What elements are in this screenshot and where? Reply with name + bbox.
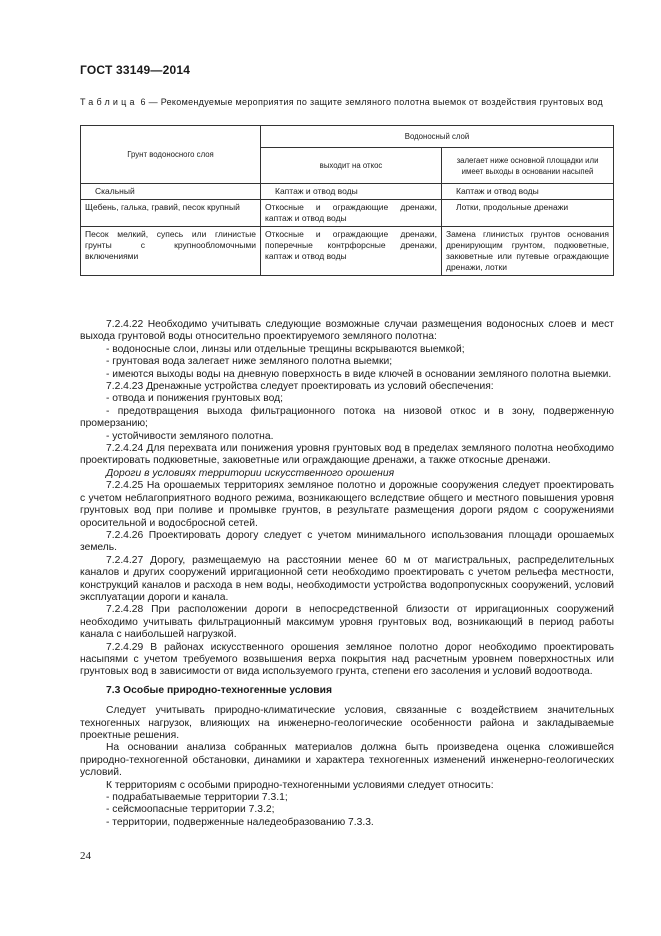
paragraph: 7.2.4.23 Дренажные устройства следует проектировать из условий обеспечения: bbox=[106, 381, 494, 393]
paragraph: 7.2.4.28 При расположении дороги в непосредственной близости от ирригационных сооружений необходимо учитывать фильтрационный максимум уровня грунтовых вод, возникающий в период работы канала с наибольшей нагрузкой. bbox=[80, 604, 614, 641]
table-cell: Каптаж и отвод воды bbox=[442, 184, 614, 200]
measures-table bbox=[80, 125, 614, 276]
paragraph: 7.2.4.22 Необходимо учитывать следующие возможные случаи размещения водоносных слоев и мест выхода грунтовой воды относительно проектируемого земляного полотна: bbox=[80, 319, 614, 343]
body-text bbox=[80, 319, 614, 829]
table-caption-text: 6 — Рекомендуемые мероприятия по защите земляного полотна выемок от воздействия грунтовых вод bbox=[140, 97, 603, 107]
col-header-soil: Грунт водоносного слоя bbox=[81, 126, 261, 184]
paragraph: - подрабатываемые территории 7.3.1; bbox=[106, 792, 288, 804]
paragraph: - имеются выходы воды на дневную поверхность в виде ключей в основании земляного полотна выемки. bbox=[106, 368, 612, 380]
paragraph: 7.2.4.26 Проектировать дорогу следует с учетом минимального использования площади орошаемых земель. bbox=[80, 529, 614, 554]
paragraph: 7.2.4.25 На орошаемых территориях земляное полотно и дорожные сооружения следует проектировать с учетом неблагоприятного водного режима, возникающего вследствие общего и местного повышения уровня грунтовых вод при поливе и промывке грунтов, в результате размещения дороги рядом с сооружениями оросительной и водосбросной сетей. bbox=[80, 480, 614, 529]
paragraph: - территории, подверженные наледеобразованию 7.3.3. bbox=[106, 816, 374, 828]
col-header-aquifer: Водоносный слой bbox=[261, 126, 614, 148]
table-cell: Каптаж и отвод воды bbox=[261, 184, 442, 200]
section-heading: 7.3 Особые природно-техногенные условия bbox=[106, 684, 332, 696]
paragraph: К территориям с особыми природно-техногенными условиями следует относить: bbox=[106, 779, 494, 791]
table-cell: Щебень, галька, гравий, песок крупный bbox=[81, 200, 261, 227]
table-cell: Замена глинистых грунтов основания дренирующим грунтом, подкюветные, закюветные или путевые ограждающие дренажи, лотки bbox=[442, 227, 614, 276]
paragraph: - сейсмоопасные территории 7.3.2; bbox=[106, 804, 275, 816]
table-cell: Скальный bbox=[81, 184, 261, 200]
paragraph: На основании анализа собранных материалов должна быть произведена оценка сложившейся природно-техногенной обстановки, динамики и характера техногенных изменений инженерно-геологических условий. bbox=[80, 742, 614, 779]
table-cell: Песок мелкий, супесь или глинистые грунты с крупнообломочными включениями bbox=[81, 227, 261, 276]
paragraph: - устойчивости земляного полотна. bbox=[106, 430, 274, 442]
paragraph: - водоносные слои, линзы или отдельные трещины вскрываются выемкой; bbox=[106, 343, 465, 355]
table-caption bbox=[80, 96, 614, 108]
table-cell: Откосные и ограждающие дренажи, поперечные контрфорсные дренажи, каптаж и отвод воды bbox=[261, 227, 442, 276]
paragraph: 7.2.4.24 Для перехвата или понижения уровня грунтовых вод в пределах земляного полотна необходимо проектировать подкюветные, закюветные или ограждающие дренажи, а также откосные дренажи. bbox=[80, 443, 614, 467]
paragraph: - грунтовая вода залегает ниже земляного полотна выемки; bbox=[106, 356, 393, 368]
paragraph: - предотвращения выхода фильтрационного потока на низовой откос и в зону, подверженную промерзанию; bbox=[80, 405, 614, 430]
paragraph: - отвода и понижения грунтовых вод; bbox=[106, 393, 283, 405]
table-row bbox=[81, 227, 614, 276]
table-row bbox=[81, 184, 614, 200]
table-cell: Откосные и ограждающие дренажи, каптаж и отвод воды bbox=[261, 200, 442, 227]
paragraph: Дороги в условиях территории искусственного орошения bbox=[106, 467, 395, 479]
page-number: 24 bbox=[80, 850, 91, 862]
table-cell: Лотки, продольные дренажи bbox=[442, 200, 614, 227]
table-row bbox=[81, 200, 614, 227]
table-caption-label: Таблица bbox=[80, 97, 138, 107]
paragraph: 7.2.4.29 В районах искусственного орошения земляное полотно дорог необходимо проектировать насыпями с учетом требуемого возвышения верха покрытия над расчетным уровнем поверхностных или грунтовых вод в зависимости от вида используемого грунта, степени его засоления и условий водоотвода. bbox=[80, 641, 614, 678]
paragraph: 7.2.4.27 Дорогу, размещаемую на расстоянии менее 60 м от магистральных, распределительных каналов и других сооружений ирригационной сети необходимо проектировать с учетом рельефа местности, конструкций каналов и расхода в нем воды, необходимости устройства водопропускных сооружений, условий эксплуатации дороги и канала. bbox=[80, 554, 614, 603]
standard-header: ГОСТ 33149—2014 bbox=[80, 63, 191, 77]
col-header-below: залегает ниже основной площадки или имеет выходы в основании насыпей bbox=[442, 148, 614, 184]
paragraph: Следует учитывать природно-климатические условия, связанные с воздействием значительных техногенных нагрузок, влияющих на инженерно-геологические особенности района и закладываемые проектные решения. bbox=[80, 705, 614, 741]
col-header-slope: выходит на откос bbox=[261, 148, 442, 184]
